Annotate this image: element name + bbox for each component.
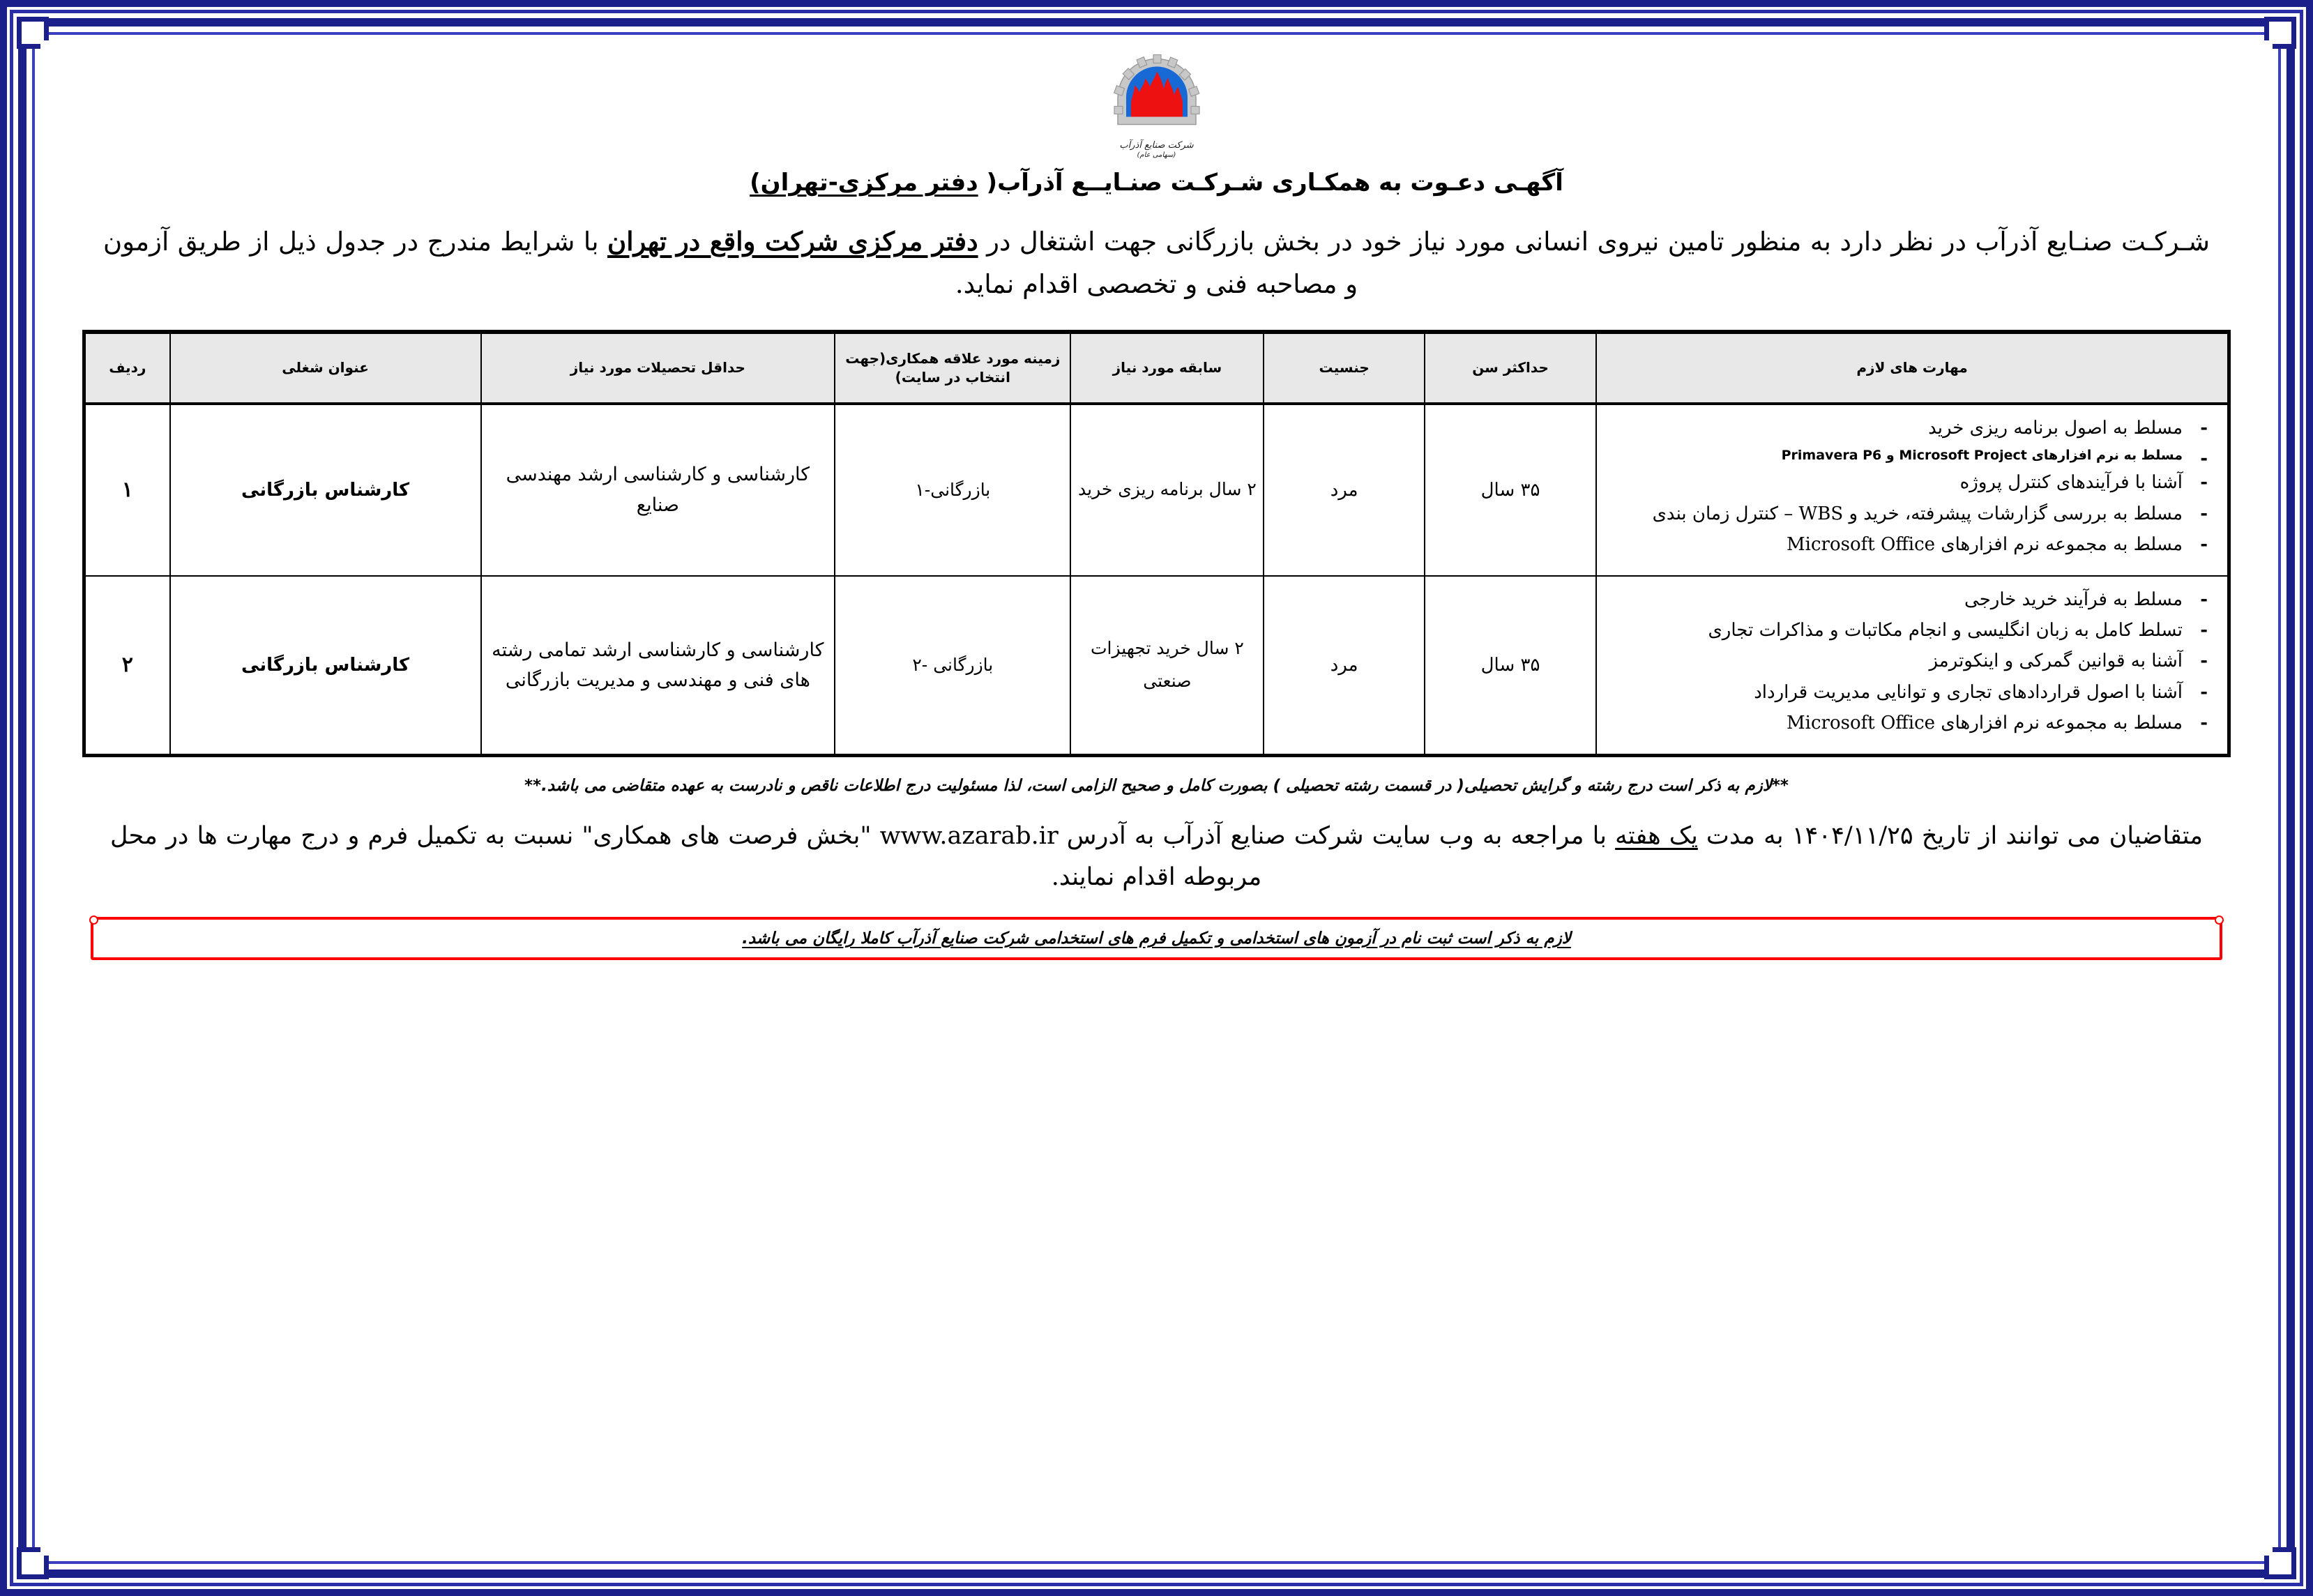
apply-date: ۱۴۰۴/۱۱/۲۵ [1791, 821, 1913, 850]
apply-part1: متقاضیان می توانند از تاریخ [1913, 821, 2203, 850]
jobs-table [82, 330, 2231, 757]
skill-item: - مسلط به نرم افزارهای Microsoft Project و Primavera P6 [1609, 446, 2215, 465]
skill-item: - آشنا با فرآیندهای کنترل پروژه [1609, 469, 2215, 496]
skill-item: - مسلط به بررسی گزارشات پیشرفته، خرید و WBS – کنترل زمان بندی [1609, 501, 2215, 527]
cell-max-age: ۳۵ سال [1425, 576, 1596, 756]
notice-corner-dot-left [89, 915, 98, 925]
intro-emphasis: دفتر مرکزی شرکت واقع در تهران [607, 226, 978, 257]
skill-item: - مسلط به مجموعه نرم افزارهای Microsoft Office [1609, 531, 2215, 558]
cell-index: ۱ [84, 404, 170, 576]
col-header-skills: مهارت های لازم [1596, 332, 2229, 404]
company-website-url[interactable]: www.azarab.ir [879, 821, 1059, 850]
cell-skills [1596, 576, 2229, 756]
free-registration-notice [91, 917, 2222, 960]
apply-duration: یک هفته [1615, 821, 1698, 850]
skills-list [1609, 415, 2215, 558]
skills-list [1609, 586, 2215, 737]
cell-job-title: کارشناس بازرگانی [170, 576, 481, 756]
skill-item: - مسلط به اصول برنامه ریزی خرید [1609, 415, 2215, 441]
apply-part2: به مدت [1697, 821, 1792, 850]
cell-job-title: کارشناس بازرگانی [170, 404, 481, 576]
col-header-gender: جنسیت [1264, 332, 1425, 404]
col-header-experience: سابقه مورد نیاز [1070, 332, 1264, 404]
cell-field: بازرگانی -۲ [835, 576, 1070, 756]
col-header-job-title: عنوان شغلی [170, 332, 481, 404]
cell-experience: ۲ سال خرید تجهیزات صنعتی [1070, 576, 1264, 756]
intro-part1: شـرکـت صنـایع آذرآب در نظر دارد به منظور تامین نیروی انسانی مورد نیاز خود در بخش بازرگانی جهت اشتغال در [978, 227, 2210, 257]
apply-part4: "بخش فرصت های همکاری" نسبت به تکمیل فرم و درج مهارت ها در محل مربوطه اقدام نمایند. [110, 821, 1262, 892]
page-title-main: آگهـی دعـوت به همکـاری شـرکـت صنـایــع آذرآب( [978, 169, 1563, 197]
skill-item: - آشنا به قوانین گمرکی و اینکوترمز [1609, 648, 2215, 674]
cell-index: ۲ [84, 576, 170, 756]
apply-part3: با مراجعه به وب سایت شرکت صنایع آذرآب به آدرس [1058, 821, 1616, 850]
logo-company-name: شرکت صنایع آذرآب [1119, 140, 1194, 151]
cell-gender: مرد [1264, 404, 1425, 576]
education-note: **لازم به ذکر است درج رشته و گرایش تحصیلی( در قسمت رشته تحصیلی ) بصورت کامل و صحیح الزامی است، لذا مسئولیت درج اطلاعات ناقص و نادرست به عهده متقاضی می باشد.** [524, 776, 1789, 795]
free-registration-text: لازم به ذکر است ثبت نام در آزمون های استخدامی و تکمیل فرم های استخدامی شرکت صنایع آذرآب کاملا رایگان می باشد. [742, 929, 1571, 948]
page-title-emphasis: دفتر مرکزی-تهران) [750, 169, 978, 197]
table-row [84, 404, 2229, 576]
logo-caption [1119, 141, 1193, 159]
col-header-education: حداقل تحصیلات مورد نیاز [481, 332, 835, 404]
intro-paragraph [82, 220, 2231, 305]
col-header-field: زمینه مورد علاقه همکاری(جهت انتخاب در سایت) [835, 332, 1070, 404]
col-header-max-age: حداکثر سن [1425, 332, 1596, 404]
cell-skills [1596, 404, 2229, 576]
skill-item: - مسلط به فرآیند خرید خارجی [1609, 586, 2215, 613]
logo-company-type: (سهامی عام) [1137, 151, 1176, 159]
skill-item: - مسلط به مجموعه نرم افزارهای Microsoft Office [1609, 710, 2215, 736]
col-header-index: ردیف [84, 332, 170, 404]
skill-item: - آشنا با اصول قراردادهای تجاری و توانایی مدیریت قرارداد [1609, 679, 2215, 706]
cell-education: کارشناسی و کارشناسی ارشد تمامی رشته های فنی و مهندسی و مدیریت بازرگانی [481, 576, 835, 756]
notice-corner-dot-right [2215, 915, 2224, 925]
cell-experience: ۲ سال برنامه ریزی خرید [1070, 404, 1264, 576]
cell-education: کارشناسی و کارشناسی ارشد مهندسی صنایع [481, 404, 835, 576]
table-row [84, 576, 2229, 756]
skill-item: - تسلط کامل به زبان انگلیسی و انجام مکاتبات و مذاکرات تجاری [1609, 617, 2215, 644]
company-logo [82, 53, 2231, 159]
cell-max-age: ۳۵ سال [1425, 404, 1596, 576]
jobs-table-body [84, 404, 2229, 756]
table-header-row [84, 332, 2229, 404]
page-title [82, 169, 2231, 197]
application-paragraph [82, 816, 2231, 899]
azarab-gear-flame-logo [1112, 53, 1202, 140]
document-body [40, 40, 2273, 1556]
cell-gender: مرد [1264, 576, 1425, 756]
cell-field: بازرگانی-۱ [835, 404, 1070, 576]
intro-part2: با شرایط مندرج در جدول ذیل از طریق آزمون و مصاحبه فنی و تخصصی اقدام نماید. [103, 227, 1358, 300]
